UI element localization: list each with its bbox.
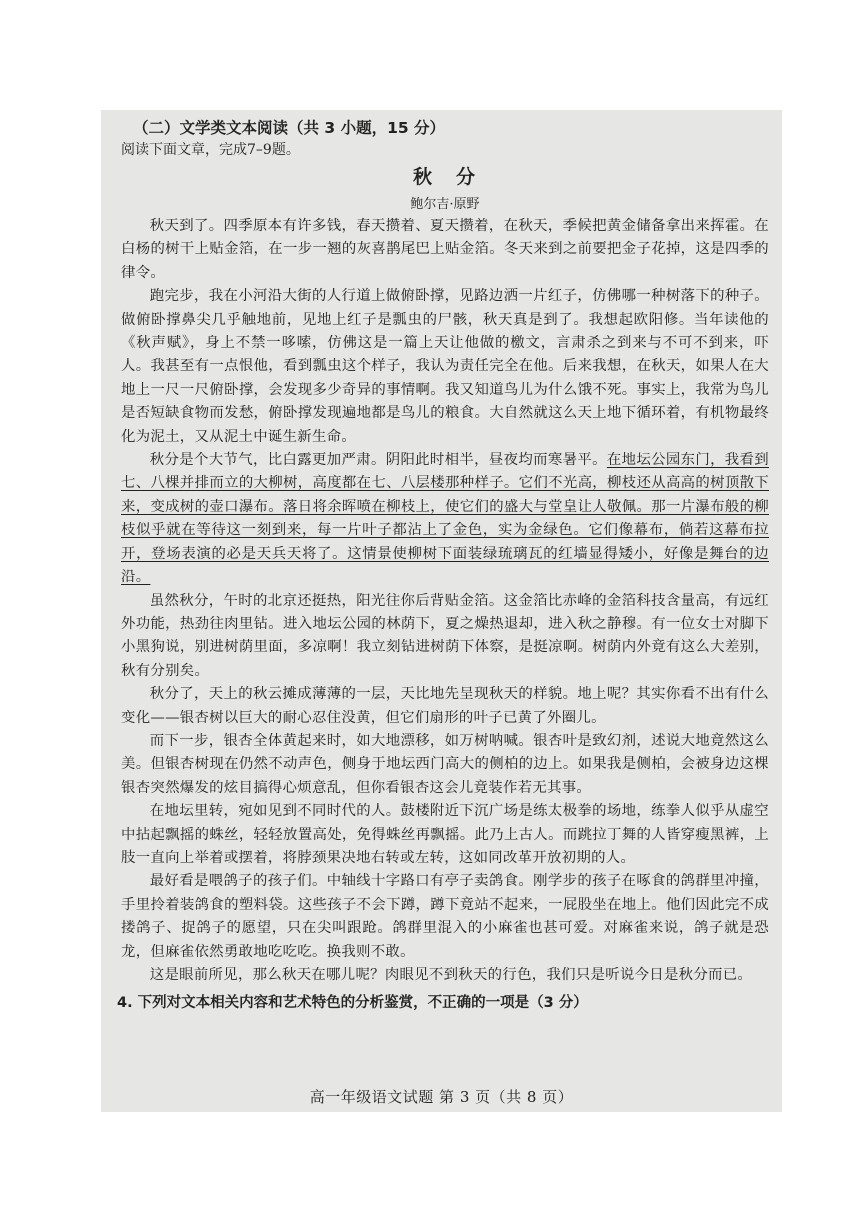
article-title-char: 分 (456, 166, 478, 188)
paragraph-6: 而下一步，银杏全体黄起来时，如大地漂移，如万树呐喊。银杏叶是致幻剂，述说大地竟然这么美。但银杏树现在仍然不动声色，侧身于地坛西门高大的侧柏的边上。如果我是侧柏，会被身边这棵银杏突然爆发的炫目搞得心烦意乱，但你看银杏这会儿竟装作若无其事。 (121, 732, 769, 796)
paragraph-2: 跑完步，我在小河沿大街的人行道上做俯卧撑，见路边洒一片红子，仿佛哪一种树落下的种子。做俯卧撑鼻尖几乎触地前，见地上红子是瓢虫的尸骸，秋天真是到了。我想起欧阳修。当年读他的《秋声赋》，身上不禁一哆嗦，仿佛这是一篇上天让他做的檄文，言肃杀之到来与不可不到来，吓人。我甚至有一点恨他，看到瓢虫这个样子，我认为责任完全在他。后来我想，在秋天，如果人在大地上一尺一尺俯卧撑，会发现多少奇异的事情啊。我又知道鸟儿为什么饿不死。事实上，我常为鸟儿是否短缺食物而发愁，俯卧撑发现遍地都是鸟儿的粮食。大自然就这么天上地下循环着，有机物最终化为泥土，又从泥土中诞生新生命。 (121, 288, 769, 445)
exam-page (101, 110, 782, 1112)
paragraph-4: 虽然秋分，午时的北京还挺热，阳光往你后背贴金箔。这金箔比赤峰的金箔科技含量高，有远红外功能，热劲往肉里钻。进入地坛公园的林荫下，夏之燥热退却，进入秋之静穆。有一位女士对脚下小黑狗说，别进树荫里面，多凉啊！我立刻钻进树荫下体察，是挺凉啊。树荫内外竟有这么大差别，秋有分别矣。 (121, 592, 769, 679)
page-footer: 高一年级语文试题 第 3 页（共 8 页） (309, 1088, 574, 1106)
paragraph-3-text: 秋分是个大节气，比白露更加严肃。阴阳此时相半，昼夜均而寒暑平。 (149, 452, 607, 469)
paragraph-9: 这是眼前所见，那么秋天在哪儿呢？肉眼见不到秋天的行色，我们只是听说今日是秋分而已。 (149, 967, 753, 983)
underlined-passage: 在地坛公园东门，我看到七、八棵并排而立的大柳树，高度都在七、八层楼那种样子。它们不光高，柳枝还从高高的树顶散下来，变成树的壶口瀑布。落日将余晖喷在柳枝上，使它们的盛大与堂皇让人敬佩。那一片瀑布般的柳枝似乎就在等待这一刻到来，每一片叶子都沾上了金色，实为金绿色。它们像幕布，倘若这幕布拉开，登场表演的必是天兵天将了。这情景使柳树下面装绿琉璃瓦的红墙显得矮小，好像是舞台的边沿。 (121, 452, 769, 586)
reading-instruction: 阅读下面文章，完成7–9题。 (121, 142, 300, 158)
article-title (121, 160, 769, 190)
page-content (117, 116, 769, 1015)
paragraph-3 (121, 449, 769, 589)
paragraph-5: 秋分了，天上的秋云摊成薄薄的一层，天比地先呈现秋天的样貌。地上呢？其实你看不出有什么变化——银杏树以巨大的耐心忍住没黄，但它们扇形的叶子已黄了外圈儿。 (121, 686, 769, 726)
paragraph-1: 秋天到了。四季原本有许多钱，春天攒着、夏天攒着，在秋天，季候把黄金储备拿出来挥霍。在白杨的树干上贴金箔，在一步一翘的灰喜鹊尾巴上贴金箔。冬天来到之前要把金子花掉，这是四季的律令。 (121, 218, 769, 281)
article-title-char: 秋 (412, 166, 434, 188)
section-title: （二）文学类文本阅读（共 3 小题，15 分） (133, 119, 446, 137)
article-author: 鲍尔吉·原野 (410, 197, 480, 212)
question-4: 4. 下列对文本相关内容和艺术特色的分析鉴赏，不正确的一项是（3 分） (117, 995, 588, 1012)
paragraph-7: 在地坛里转，宛如见到不同时代的人。鼓楼附近下沉广场是练太极拳的场地，练拳人似乎从虚空中拈起飘摇的蛛丝，轻轻放置高处，免得蛛丝再飘摇。此乃上古人。而跳拉丁舞的人皆穿瘦黑裤，上肢一直向上举着或摆着，将脖颈果决地右转或左转，这如同改革开放初期的人。 (121, 803, 769, 866)
paragraph-8: 最好看是喂鸽子的孩子们。中轴线十字路口有亭子卖鸽食。刚学步的孩子在啄食的鸽群里冲撞，手里拎着装鸽食的塑料袋。这些孩子不会下蹲，蹲下竟站不起来，一屁股坐在地上。他们因此完不成搂鸽子、捉鸽子的愿望，只在尖叫跟跄。鸽群里混入的小麻雀也甚可爱。对麻雀来说，鸽子就是恐龙，但麻雀依然勇敢地吃吃吃。换我则不敢。 (121, 873, 769, 960)
